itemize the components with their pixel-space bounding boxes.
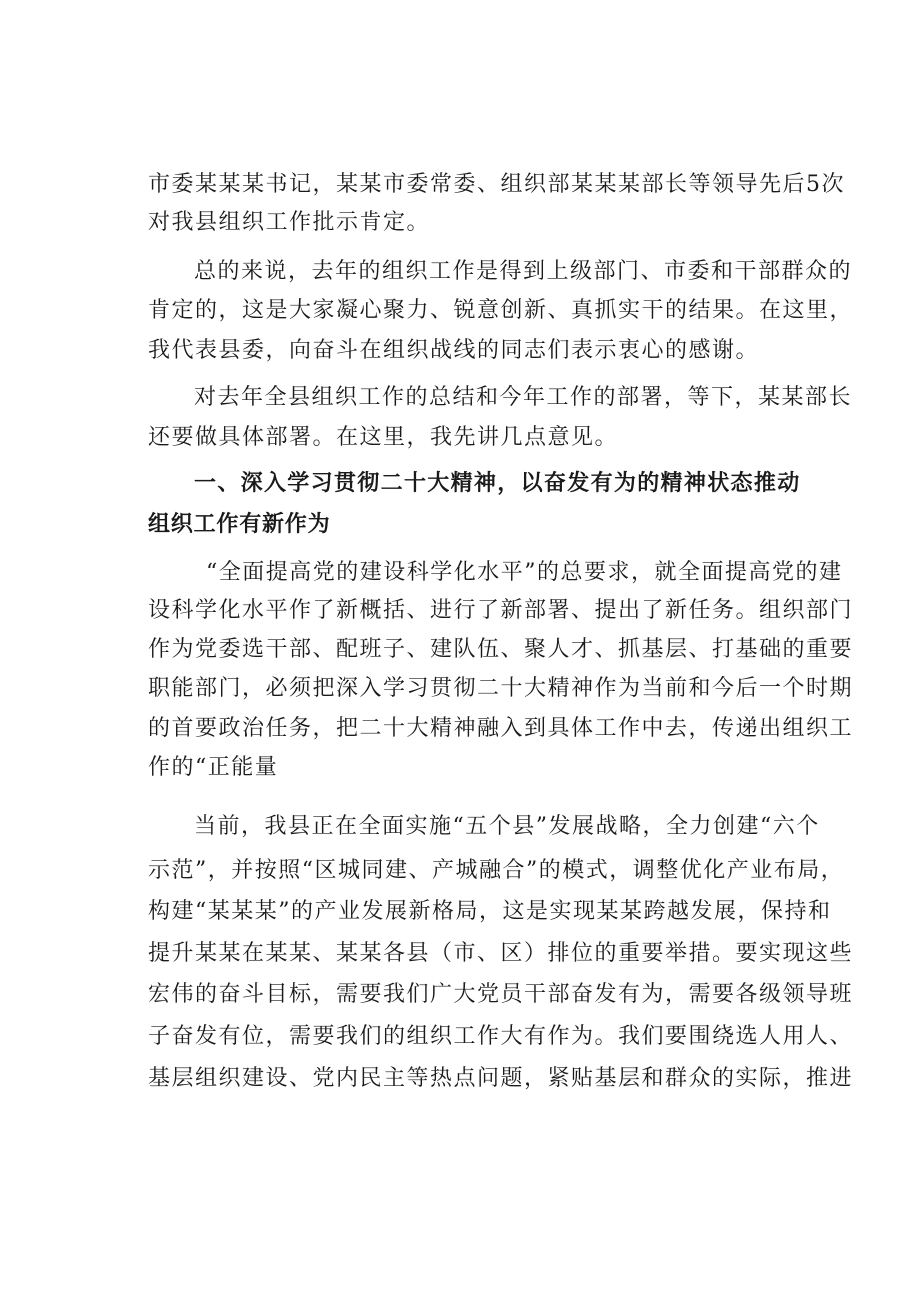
paragraph-line: 作的“正能量 xyxy=(148,755,279,780)
paragraph-line: 的首要政治任务，把二十大精神融入到具体工作中去，传递出组织工 xyxy=(148,716,854,741)
paragraph-line: 对去年全县组织工作的总结和今年工作的部署，等下，某某部长 xyxy=(194,385,853,410)
section-heading: 一、深入学习贯彻二十大精神，以奋发有为的精神状态推动 xyxy=(194,471,800,496)
paragraph-line: “全面提高党的建设科学化水平”的总要求，就全面提高党的建 xyxy=(206,560,843,585)
paragraph-line: 肯定的，这是大家凝心聚力、锐意创新、真抓实干的结果。在这里， xyxy=(148,298,854,323)
intro-line: 市委某某某书记，某某市委常委、组织部某某某部长等领导先后5次 xyxy=(148,172,845,197)
paragraph-line: 当前，我县正在全面实施“五个县”发展战略，全力创建“六个 xyxy=(194,814,820,839)
paragraph-line: 宏伟的奋斗目标，需要我们广大党员干部奋发有为，需要各级领导班 xyxy=(148,982,854,1007)
paragraph-line: 设科学化水平作了新概括、进行了新部署、提出了新任务。组织部门 xyxy=(148,598,854,623)
paragraph-line: 基层组织建设、党内民主等热点问题，紧贴基层和群众的实际，推进 xyxy=(148,1066,854,1091)
paragraph-line: 还要做具体部署。在这里，我先讲几点意见。 xyxy=(148,425,619,450)
paragraph-line: 提升某某在某某、某某各县（市、区）排位的重要举措。要实现这些 xyxy=(148,941,854,966)
paragraph-line: 我代表县委，向奋斗在组织战线的同志们表示衷心的感谢。 xyxy=(148,338,760,363)
section-heading: 组织工作有新作为 xyxy=(148,512,331,537)
paragraph-line: 职能部门，必须把深入学习贯彻二十大精神作为当前和今后一个时期 xyxy=(148,676,854,701)
paragraph-line: 作为党委选干部、配班子、建队伍、聚人才、抓基层、打基础的重要 xyxy=(148,637,854,662)
paragraph-line: 总的来说，去年的组织工作是得到上级部门、市委和干部群众的 xyxy=(194,259,853,284)
paragraph-line: 子奋发有位，需要我们的组织工作大有作为。我们要围绕选人用人、 xyxy=(148,1024,854,1049)
paragraph-line: 示范”，并按照“区城同建、产城融合”的模式，调整优化产业布局， xyxy=(148,858,845,883)
paragraph-line: 构建“某某某”的产业发展新格局，这是实现某某跨越发展，保持和 xyxy=(148,899,832,924)
intro-line: 对我县组织工作批示肯定。 xyxy=(148,210,431,235)
